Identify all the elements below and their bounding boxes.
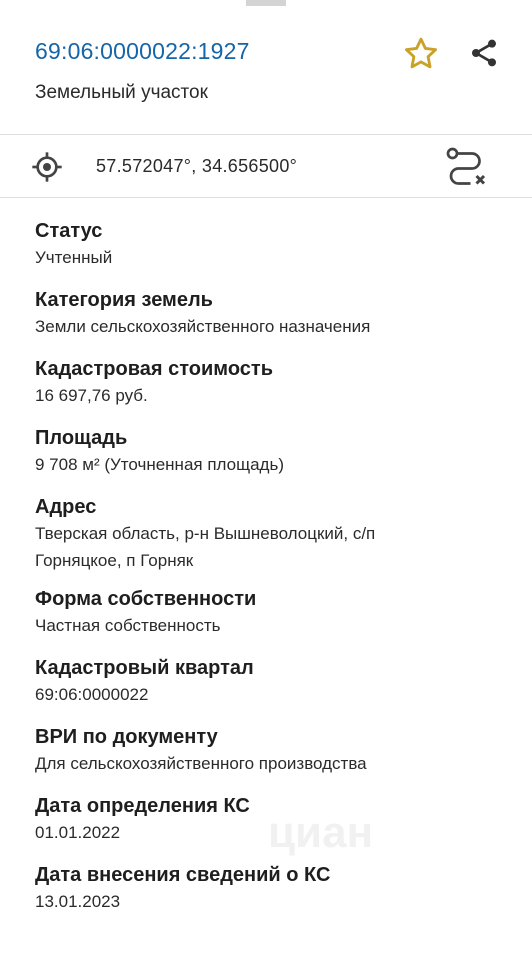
- property-permitted-use: [35, 724, 505, 775]
- location-target-icon: [31, 151, 63, 183]
- locate-button[interactable]: [30, 150, 64, 184]
- property-value: Частная собственность: [35, 616, 221, 635]
- property-value: Учтенный: [35, 248, 113, 267]
- coordinates-divider: [0, 197, 532, 198]
- property-label: Дата определения КС: [35, 795, 250, 817]
- property-address: [35, 494, 505, 572]
- property-label: ВРИ по документу: [35, 726, 218, 748]
- property-label: Кадастровый квартал: [35, 657, 254, 679]
- property-value: 16 697,76 руб.: [35, 386, 148, 405]
- cadastral-number[interactable]: 69:06:0000022:1927: [35, 38, 250, 64]
- object-type: Земельный участок: [35, 82, 208, 103]
- property-label: Категория земель: [35, 289, 213, 311]
- property-value-line2: Горняцкое, п Горняк: [35, 551, 194, 570]
- watermark-logo: циан: [268, 808, 374, 857]
- property-ownership: [35, 586, 505, 637]
- route-button[interactable]: [444, 146, 488, 188]
- property-status: [35, 218, 505, 269]
- property-label: Кадастровая стоимость: [35, 358, 273, 380]
- property-cadastral-block: [35, 655, 505, 706]
- object-header: [0, 0, 532, 134]
- coordinates-text[interactable]: 57.572047°, 34.656500°: [96, 156, 298, 176]
- property-record-date: [35, 862, 505, 913]
- property-value: 13.01.2023: [35, 892, 121, 911]
- favorite-button[interactable]: [400, 33, 442, 75]
- property-value-line1: Тверская область, р-н Вышневолоцкий, с/п: [35, 524, 376, 543]
- property-value: 69:06:0000022: [35, 685, 149, 704]
- property-label: Площадь: [35, 427, 128, 449]
- property-value: 9 708 м² (Уточненная площадь): [35, 455, 284, 474]
- property-cadastral-value: [35, 356, 505, 407]
- property-value: Земли сельскохозяйственного назначения: [35, 317, 371, 336]
- property-land-category: [35, 287, 505, 338]
- property-value: 01.01.2022: [35, 823, 121, 842]
- property-label: Адрес: [35, 496, 97, 518]
- share-button[interactable]: [464, 33, 504, 73]
- property-label: Статус: [35, 220, 103, 242]
- property-area: [35, 425, 505, 476]
- route-clear-icon: [445, 147, 487, 187]
- star-outline-icon: [402, 35, 440, 73]
- property-label: Форма собственности: [35, 588, 257, 610]
- property-label: Дата внесения сведений о КС: [35, 864, 331, 886]
- share-icon: [468, 37, 500, 69]
- property-value: Для сельскохозяйственного производства: [35, 754, 367, 773]
